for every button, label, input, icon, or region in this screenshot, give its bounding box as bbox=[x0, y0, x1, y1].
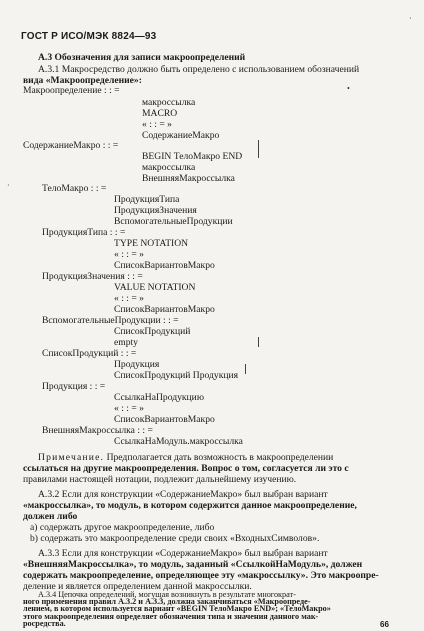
grammar-line: MACRO bbox=[142, 108, 178, 119]
grammar-line: СписокВариантовМакро bbox=[114, 304, 215, 315]
grammar-line: ВнешняяМакроссылка bbox=[142, 173, 235, 184]
intro-line: A.3.1 Макросредство должно быть определено с использованием обозначений bbox=[38, 64, 360, 75]
para-a33-line: A.3.3 Если для конструкции «СодержаниеМакро» был выбран вариант bbox=[38, 548, 328, 559]
section-title: A.3 Обозначения для записи макроопределений bbox=[38, 52, 246, 63]
grammar-line: ПродукцияТипа bbox=[114, 194, 180, 205]
grammar-line: ВспомогательныеПродукции bbox=[114, 216, 233, 227]
grammar-line: ВнешняяМакроссылка : : = bbox=[42, 425, 153, 436]
grammar-line: « : : = » bbox=[114, 249, 144, 260]
grammar-line: empty bbox=[114, 337, 138, 348]
grammar-line: ПродукцияЗначения bbox=[114, 205, 197, 216]
para-a33-line: содержать макроопределение, определяющее эту «макроссылку». Это макроопре- bbox=[23, 570, 379, 581]
note-line: правилами настоящей нотации, подлежит дальнейшему изучению. bbox=[23, 474, 297, 485]
grammar-line: « : : = » bbox=[142, 119, 172, 130]
grammar-line: СписокВариантовМакро bbox=[114, 414, 215, 425]
grammar-line: СписокВариантовМакро bbox=[114, 260, 215, 271]
grammar-line: СсылкаНаМодуль.макроссылка bbox=[114, 436, 243, 447]
grammar-line: макроссылка bbox=[142, 162, 196, 173]
page-number: 66 bbox=[380, 620, 389, 629]
grammar-line: Макроопределение : : = bbox=[23, 85, 120, 96]
grammar-line: СодержаниеМакро bbox=[142, 130, 220, 141]
para-a32-line: должен либо bbox=[23, 511, 78, 522]
page-header: ГОСТ Р ИСО/МЭК 8824—93 bbox=[21, 31, 157, 42]
grammar-line: ТелоМакро : : = bbox=[42, 183, 107, 194]
scan-dot: · bbox=[7, 181, 10, 190]
margin-mark bbox=[245, 364, 246, 374]
para-a34-line: росредства. bbox=[23, 618, 66, 628]
para-a33-line: деление и является определением данной макроссылки. bbox=[23, 581, 252, 592]
para-a32-line: A.3.2 Если для конструкции «СодержаниеМакро» был выбран вариант bbox=[38, 489, 328, 500]
grammar-line: СсылкаНаПродукцию bbox=[114, 392, 204, 403]
margin-mark bbox=[258, 337, 259, 347]
grammar-line: Продукция : : = bbox=[42, 381, 106, 392]
intro-line: вида «Макроопределение»: bbox=[23, 75, 142, 86]
margin-mark bbox=[258, 140, 259, 158]
grammar-line: макроссылка bbox=[142, 97, 196, 108]
grammar-line: Продукция bbox=[114, 359, 160, 370]
note-line: ссылаться на другие макроопределения. Вопрос о том, согласуется ли это с bbox=[23, 463, 349, 474]
para-a32-line: b) содержать это макроопределение среди своих «ВходныхСимволов». bbox=[30, 533, 320, 544]
para-a34-line: A.3.4 Цепочка определений, могущая возникнуть в результате многократ- bbox=[38, 590, 296, 599]
note-text: Предполагается дать возможность в макроопределении bbox=[106, 452, 334, 463]
para-a34-line: этого макроопределения определяет обозначения типа и значения данного мак- bbox=[23, 611, 319, 621]
grammar-line: TYPE NOTATION bbox=[114, 238, 189, 249]
grammar-line: « : : = » bbox=[114, 293, 144, 304]
note-label: Примечание. bbox=[38, 452, 105, 463]
grammar-line: СписокПродукций bbox=[114, 326, 191, 337]
grammar-line: « : : = » bbox=[114, 403, 144, 414]
grammar-line: СодержаниеМакро : : = bbox=[23, 140, 119, 151]
grammar-line: ВспомогательныеПродукции : : = bbox=[42, 315, 179, 326]
para-a32-line: «макроссылка», то модуль, в котором содержится данное макроопределение, bbox=[23, 500, 357, 511]
grammar-line: VALUE NOTATION bbox=[114, 282, 196, 293]
grammar-line: BEGIN ТелоМакро END bbox=[142, 151, 243, 162]
para-a34-line: лением, в котором используется вариант «BEGIN ТелоМакро END»; «ТелоМакро» bbox=[23, 604, 331, 614]
para-a32-line: а) содержать другое макроопределение, либо bbox=[30, 522, 215, 533]
scan-dot: · bbox=[409, 14, 412, 23]
para-a34-line: ного применения правил A.3.2 и A.3.3, должна заканчиваться «Макроопреде- bbox=[23, 597, 311, 607]
grammar-line: СписокПродукций : : = bbox=[42, 348, 137, 359]
grammar-line: ПродукцияЗначения : : = bbox=[42, 271, 143, 282]
grammar-line: СписокПродукций Продукция bbox=[114, 370, 239, 381]
para-a33-line: «ВнешняяМакроссылка», то модуль, заданный «СсылкойНаМодуль», должен bbox=[23, 559, 363, 570]
grammar-line: ПродукцияТипа : : = bbox=[42, 227, 126, 238]
note-line bbox=[38, 452, 333, 463]
scan-dot: • bbox=[347, 84, 350, 93]
